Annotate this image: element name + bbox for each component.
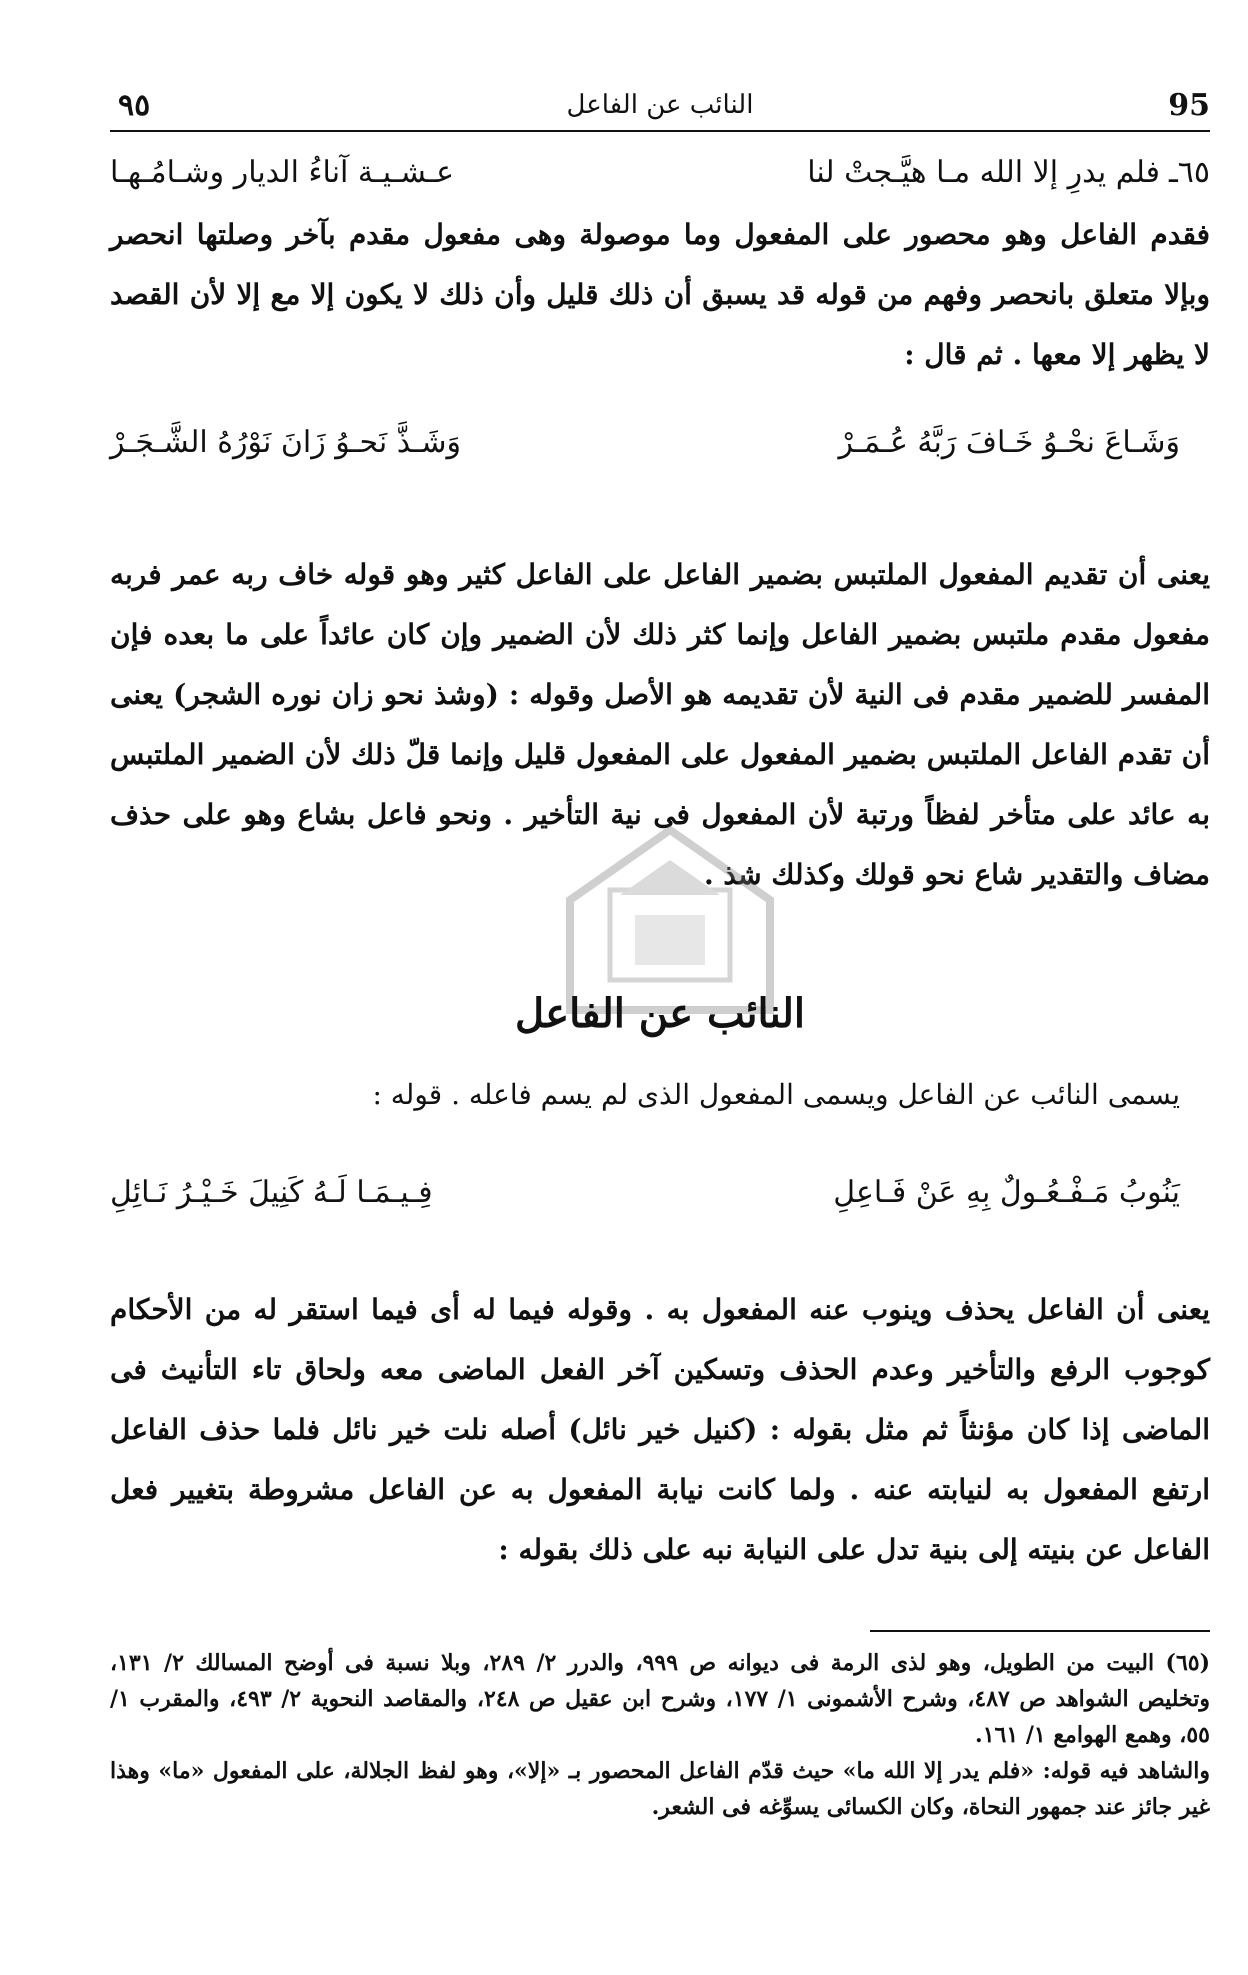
page-number-latin: 95 [1168,88,1210,123]
footnote-65-explanation: والشاهد فيه قوله: «فلم يدر إلا الله ما» حيث قدّم الفاعل المحصور بـ «إلا»، وهو لفظ الجلالة، على المفعول «ما» وهذا غير جائز عند جمهور النحاة، وكان الكسائى يسوِّغه فى الشعر. [110,1758,1210,1820]
footnotes [110,1645,1210,1825]
footnote-65: (٦٥) البيت من الطويل، وهو لذى الرمة فى ديوانه ص ٩٩٩، والدرر ٢/ ٢٨٩، وبلا نسبة فى أوضح المسالك ٢/ ١٣١، وتخليص الشواهد ص ٤٨٧، وشرح الأشمونى ١/ ١٧٧، وشرح ابن عقيل ص ٢٤٨، والمقاصد النحوية ٢/ ٤٩٣، والمقرب ١/ ٥٥، وهمع الهوامع ١/ ١٦١. [110,1650,1210,1748]
section-title: النائب عن الفاعل [514,990,806,1037]
verse-hemistich-second: وَشَـذَّ نَحـوُ زَانَ نَوْرُهُ الشَّـجَـرْ [110,425,461,460]
footnote-rule [870,1630,1210,1632]
verse-hemistich-first: وَشَـاعَ نحْـوُ خَـافَ رَبَّهُ عُـمَـرْ [838,425,1180,460]
running-header [110,88,1210,132]
running-title: النائب عن الفاعل [566,90,754,120]
verse-hemistich-second: فِـيـمَـا لَـهُ كَنِيلَ خَـيْـرُ نَـائِلِ [110,1175,433,1210]
paragraph-2: يعنى أن تقديم المفعول الملتبس بضمير الفاعل على الفاعل كثير وهو قوله خاف ربه عمر فربه مفعول مقدم ملتبس بضمير الفاعل وإنما كثر ذلك لأن الضمير وإن كان عائداً على ما بعده فإن المفسر للضمير مقدم فى النية لأن تقديمه هو الأصل وقوله : (وشذ نحو زان نوره الشجر) يعنى أن تقدم الفاعل الملتبس بضمير المفعول على المفعول قليل وإنما قلّ ذلك لأن الضمير الملتبس به عائد على متأخر لفظاً ورتبة لأن المفعول فى نية التأخير . ونحو فاعل بشاع وهو على حذف مضاف والتقدير شاع نحو قولك وكذلك شذ . [110,558,1210,891]
verse-hemistich-first: يَنُوبُ مَـفْـعُـولٌ بِهِ عَنْ فَـاعِلِ [833,1175,1180,1210]
verse-hemistich-first: فلم يدرِ إلا الله مـا هيَّـجتْ لنا [807,155,1160,190]
verse-2 [110,425,1210,475]
page-number-arabic: ٩٥ [118,88,151,123]
verse-number: ٦٥ـ [1168,155,1210,190]
verse-hemistich-second: عـشـيـة آناءُ الديار وشـامُـهـا [110,155,455,190]
verse-3 [110,1175,1210,1225]
paragraph-1: فقدم الفاعل وهو محصور على المفعول وما موصولة وهى مفعول مقدم بآخر وصلتها انحصر وبإلا متعلق بانحصر وفهم من قوله قد يسبق أن ذلك قليل وأن ذلك لا يكون إلا مع إلا لأن القصد لا يظهر إلا معها . ثم قال : [110,218,1210,371]
section-intro: يسمى النائب عن الفاعل ويسمى المفعول الذى لم يسم فاعله . قوله : [372,1078,1180,1111]
verse-65 [110,155,1210,205]
book-page [110,70,1210,1930]
paragraph-3: يعنى أن الفاعل يحذف وينوب عنه المفعول به . وقوله فيما له أى فيما استقر له من الأحكام كوجوب الرفع والتأخير وعدم الحذف وتسكين آخر الفعل الماضى معه ولحاق تاء التأنيث فى الماضى إذا كان مؤنثاً ثم مثل بقوله : (كنيل خير نائل) أصله نلت خير نائل فلما حذف الفاعل ارتفع المفعول به لنيابته عنه . ولما كانت نيابة المفعول به عن الفاعل مشروطة بتغيير فعل الفاعل عن بنيته إلى بنية تدل على النيابة نبه على ذلك بقوله : [110,1293,1210,1566]
header-rule [110,130,1210,132]
